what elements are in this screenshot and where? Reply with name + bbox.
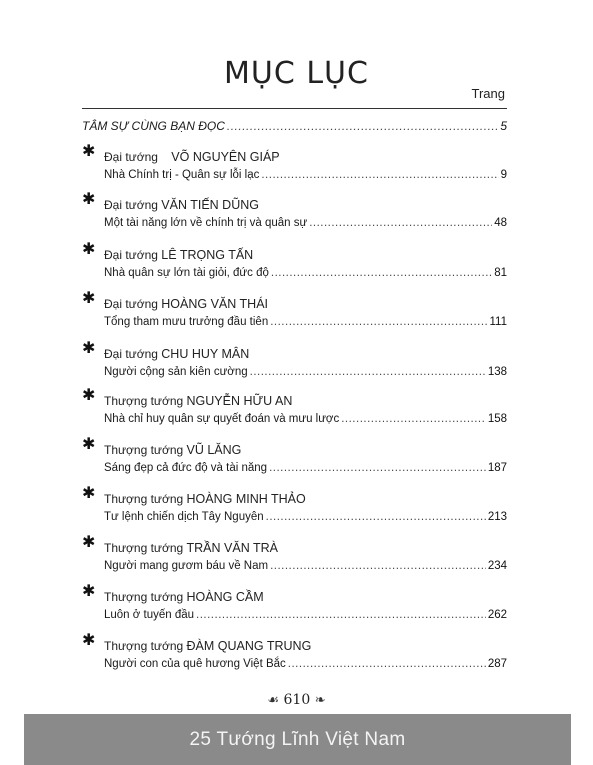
general-name: HOÀNG VĂN THÁI xyxy=(161,297,269,311)
toc-subtitle-row xyxy=(104,366,507,378)
asterisk-bullet-icon: ✱ xyxy=(82,191,96,208)
dot-leader xyxy=(270,560,486,572)
asterisk-bullet-icon: ✱ xyxy=(82,340,96,357)
asterisk-bullet-icon: ✱ xyxy=(82,387,96,404)
entry-subtitle: Sáng đẹp cả đức độ và tài năng xyxy=(104,462,268,474)
general-name: LÊ TRỌNG TẤN xyxy=(161,248,254,262)
general-name-line xyxy=(104,443,241,457)
entry-subtitle: Người cộng sản kiên cường xyxy=(104,366,248,378)
dot-leader xyxy=(227,119,498,133)
general-name-line xyxy=(104,394,292,408)
toc-intro-text: TÂM SỰ CÙNG BẠN ĐỌC xyxy=(82,119,225,133)
dot-leader xyxy=(269,462,486,474)
toc-subtitle-row xyxy=(104,316,507,328)
entry-subtitle: Một tài năng lớn về chính trị và quân sự xyxy=(104,217,308,229)
page-title: MỤC LỤC xyxy=(224,56,369,92)
dot-leader xyxy=(288,658,486,670)
general-name: CHU HUY MÂN xyxy=(161,347,250,361)
page-number-ornament xyxy=(0,692,593,708)
general-rank: Thượng tướng xyxy=(104,394,184,408)
toc-subtitle-row xyxy=(104,462,507,474)
asterisk-bullet-icon: ✱ xyxy=(82,632,96,649)
flourish-right-icon: ❧ xyxy=(314,693,326,708)
general-name: HOÀNG MINH THẢO xyxy=(186,492,306,506)
toc-subtitle-row xyxy=(104,609,507,621)
general-rank: Đại tướng xyxy=(104,248,158,262)
toc-page-number: 187 xyxy=(487,462,507,474)
dot-leader xyxy=(271,267,492,279)
toc-subtitle-row xyxy=(104,658,507,670)
general-rank: Đại tướng xyxy=(104,297,158,311)
asterisk-bullet-icon: ✱ xyxy=(82,534,96,551)
general-name: VÕ NGUYÊN GIÁP xyxy=(171,150,280,164)
toc-page-number: 81 xyxy=(494,267,507,279)
toc-subtitle-row xyxy=(104,511,507,523)
dot-leader xyxy=(270,316,487,328)
toc-page-number: 158 xyxy=(487,413,507,425)
general-name: NGUYỄN HỮU AN xyxy=(186,394,293,408)
dot-leader xyxy=(261,169,498,181)
dot-leader xyxy=(196,609,486,621)
entry-subtitle: Người con của quê hương Việt Bắc xyxy=(104,658,286,670)
entry-subtitle: Tổng tham mưu trưởng đầu tiên xyxy=(104,316,269,328)
toc-page-number: 287 xyxy=(487,658,507,670)
general-name-line xyxy=(104,347,249,361)
general-name: VŨ LĂNG xyxy=(186,443,242,457)
general-name-line xyxy=(104,248,253,262)
entry-subtitle: Người mang gươm báu về Nam xyxy=(104,560,269,572)
asterisk-bullet-icon: ✱ xyxy=(82,485,96,502)
header-divider xyxy=(82,108,507,109)
toc-page-number: 48 xyxy=(494,217,507,229)
entry-subtitle: Nhà Chính trị - Quân sự lỗi lạc xyxy=(104,169,260,181)
general-name-line xyxy=(104,492,306,506)
asterisk-bullet-icon: ✱ xyxy=(82,241,96,258)
toc-subtitle-row xyxy=(104,413,507,425)
asterisk-bullet-icon: ✱ xyxy=(82,436,96,453)
flourish-left-icon: ☙ xyxy=(267,693,280,708)
toc-page-number: 234 xyxy=(487,560,507,572)
general-rank: Đại tướng xyxy=(104,198,158,212)
book-title: 25 Tướng Lĩnh Việt Nam xyxy=(189,729,406,750)
general-name: VĂN TIẾN DŨNG xyxy=(161,198,259,212)
toc-subtitle-row xyxy=(104,217,507,229)
toc-page-number: 5 xyxy=(500,119,507,133)
toc-page-number: 9 xyxy=(500,169,507,181)
toc-intro-row[interactable] xyxy=(82,119,507,133)
dot-leader xyxy=(341,413,486,425)
general-rank: Thượng tướng xyxy=(104,639,184,653)
toc-page-number: 213 xyxy=(487,511,507,523)
general-rank: Thượng tướng xyxy=(104,590,184,604)
dot-leader xyxy=(266,511,486,523)
toc-page-number: 262 xyxy=(487,609,507,621)
entry-subtitle: Luôn ở tuyến đầu xyxy=(104,609,195,621)
dot-leader xyxy=(309,217,492,229)
general-name: HOÀNG CẦM xyxy=(186,590,264,604)
general-name: ĐÀM QUANG TRUNG xyxy=(186,639,312,653)
toc-subtitle-row xyxy=(104,267,507,279)
general-rank: Đại tướng xyxy=(104,347,158,361)
general-name: TRẦN VĂN TRÀ xyxy=(186,541,278,555)
footer-band xyxy=(24,714,571,765)
general-name-line xyxy=(104,590,264,604)
general-name-line xyxy=(104,297,268,311)
entry-subtitle: Nhà chỉ huy quân sự quyết đoán và mưu lược xyxy=(104,413,340,425)
general-name-line xyxy=(104,198,259,212)
asterisk-bullet-icon: ✱ xyxy=(82,143,96,160)
general-rank: Thượng tướng xyxy=(104,492,184,506)
asterisk-bullet-icon: ✱ xyxy=(82,290,96,307)
entry-subtitle: Nhà quân sự lớn tài giỏi, đức độ xyxy=(104,267,269,279)
page-number: 610 xyxy=(283,692,311,708)
toc-subtitle-row xyxy=(104,169,507,181)
general-rank: Thượng tướng xyxy=(104,541,184,555)
general-rank: Đại tướng xyxy=(104,150,158,164)
general-name-line xyxy=(104,541,278,555)
toc-page-number: 111 xyxy=(489,316,507,328)
dot-leader xyxy=(250,366,486,378)
entry-subtitle: Tư lệnh chiến dịch Tây Nguyên xyxy=(104,511,264,523)
general-rank: Thượng tướng xyxy=(104,443,184,457)
general-name-line xyxy=(104,639,311,653)
general-name-line xyxy=(104,150,280,164)
asterisk-bullet-icon: ✱ xyxy=(82,583,96,600)
page-column-label: Trang xyxy=(471,86,505,101)
toc-page-number: 138 xyxy=(487,366,507,378)
toc-subtitle-row xyxy=(104,560,507,572)
